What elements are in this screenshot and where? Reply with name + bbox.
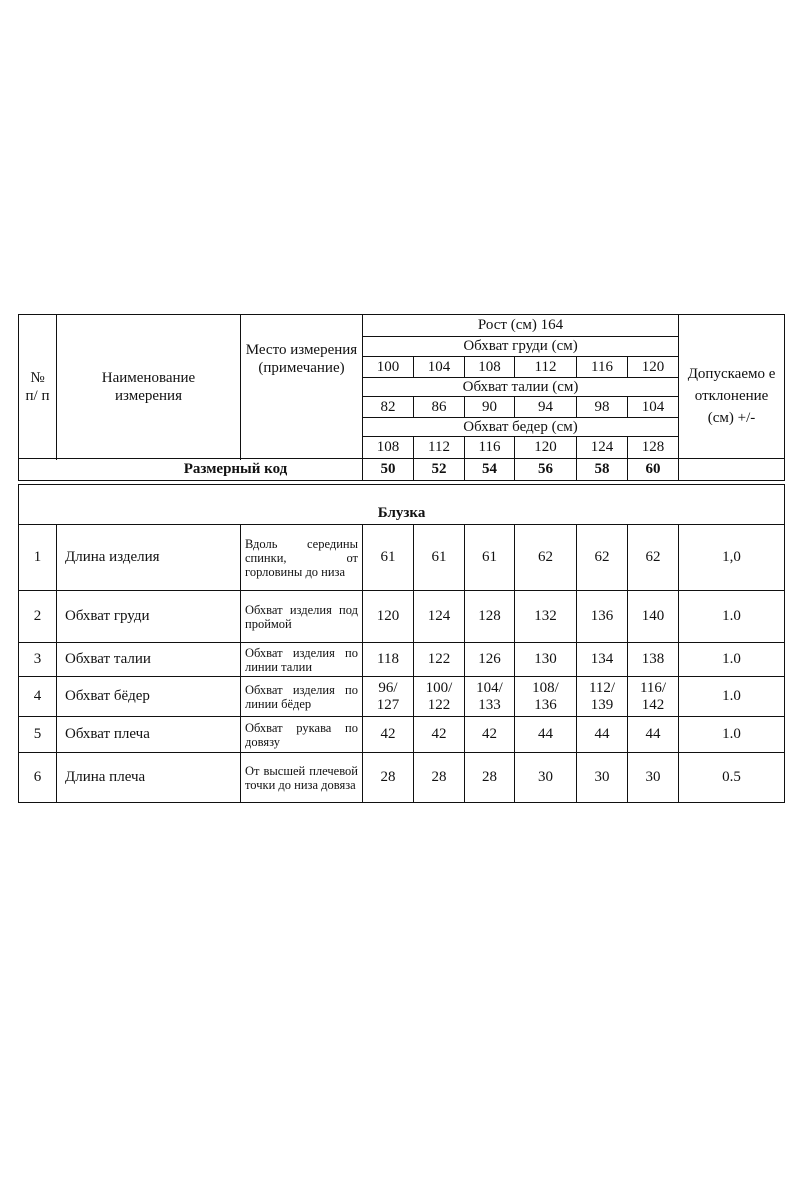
row-value: 126 (465, 643, 515, 677)
row-value: 130 (515, 643, 577, 677)
row-name: Обхват груди (57, 591, 241, 643)
chest-value: 112 (515, 357, 577, 378)
size-code-value: 58 (577, 459, 628, 481)
size-code-empty (679, 459, 785, 481)
header-place-label: Место измерения (примечание) (245, 342, 358, 376)
tolerance-label: Допускаемо е отклонение (см) +/- (687, 365, 776, 426)
hips-value: 112 (414, 437, 465, 459)
row-value: 108/ 136 (515, 677, 577, 717)
row-value: 116/ 142 (628, 677, 679, 717)
row-value: 42 (414, 717, 465, 753)
row-tolerance: 1.0 (679, 591, 785, 643)
row-value: 61 (363, 525, 414, 591)
section-title-cell (19, 485, 785, 525)
chest-value: 116 (577, 357, 628, 378)
row-value: 28 (465, 753, 515, 803)
hips-value: 120 (515, 437, 577, 459)
row-note: От высшей плечевой точки до низа довяза (241, 753, 363, 803)
size-chart-table (18, 314, 785, 803)
waist-value: 90 (465, 397, 515, 418)
row-tolerance: 1.0 (679, 677, 785, 717)
chest-label-cell (363, 337, 679, 357)
row-value: 104/ 133 (465, 677, 515, 717)
row-value: 138 (628, 643, 679, 677)
row-value: 118 (363, 643, 414, 677)
row-value: 136 (577, 591, 628, 643)
header-num-cell (19, 315, 57, 459)
row-value: 122 (414, 643, 465, 677)
hips-value: 128 (628, 437, 679, 459)
table-row (19, 643, 785, 677)
hips-value: 108 (363, 437, 414, 459)
row-value: 61 (414, 525, 465, 591)
size-code-value: 54 (465, 459, 515, 481)
row-tolerance: 1.0 (679, 643, 785, 677)
row-note: Вдоль середины спинки, от горловины до низа (241, 525, 363, 591)
row-value: 62 (628, 525, 679, 591)
chest-value: 100 (363, 357, 414, 378)
waist-value: 94 (515, 397, 577, 418)
size-code-label-cell (19, 459, 363, 481)
table-row (19, 591, 785, 643)
section-title: Блузка (377, 505, 426, 521)
row-tolerance: 1.0 (679, 717, 785, 753)
row-value: 44 (577, 717, 628, 753)
row-name: Длина плеча (57, 753, 241, 803)
row-value: 134 (577, 643, 628, 677)
waist-label: Обхват талии (см) (462, 378, 579, 395)
chest-value: 120 (628, 357, 679, 378)
row-value: 62 (577, 525, 628, 591)
size-code-value: 52 (414, 459, 465, 481)
row-name: Обхват талии (57, 643, 241, 677)
row-num: 6 (19, 753, 57, 803)
row-name: Обхват плеча (57, 717, 241, 753)
row-value: 30 (577, 753, 628, 803)
row-value: 100/ 122 (414, 677, 465, 717)
row-value: 62 (515, 525, 577, 591)
chest-label: Обхват груди (см) (463, 338, 578, 354)
size-chart-document (18, 314, 784, 803)
row-value: 112/ 139 (577, 677, 628, 717)
row-value: 30 (628, 753, 679, 803)
row-value: 140 (628, 591, 679, 643)
header-place-cell (241, 315, 363, 459)
height-label: Рост (см) 164 (477, 317, 564, 333)
row-num: 4 (19, 677, 57, 717)
size-code-value: 60 (628, 459, 679, 481)
row-num: 1 (19, 525, 57, 591)
header-name-label: Наименование измерения (101, 369, 196, 404)
row-tolerance: 1,0 (679, 525, 785, 591)
header-name-cell (57, 315, 241, 459)
row-name: Длина изделия (57, 525, 241, 591)
hips-label-cell (363, 418, 679, 437)
hips-label: Обхват бедер (см) (463, 418, 578, 435)
size-code-value: 56 (515, 459, 577, 481)
size-code-value: 50 (363, 459, 414, 481)
row-value: 61 (465, 525, 515, 591)
row-value: 44 (628, 717, 679, 753)
row-value: 42 (363, 717, 414, 753)
table-row (19, 677, 785, 717)
height-label-cell (363, 315, 679, 337)
size-code-label: Размерный код (183, 461, 288, 477)
waist-value: 82 (363, 397, 414, 418)
table-row (19, 753, 785, 803)
row-value: 28 (363, 753, 414, 803)
row-value: 120 (363, 591, 414, 643)
row-note: Обхват рукава по довязу (241, 717, 363, 753)
waist-value: 98 (577, 397, 628, 418)
row-note: Обхват изделия по линии талии (241, 643, 363, 677)
row-note: Обхват изделия по линии бёдер (241, 677, 363, 717)
row-value: 44 (515, 717, 577, 753)
row-value: 128 (465, 591, 515, 643)
row-value: 124 (414, 591, 465, 643)
header-num-label: № п/ п (25, 369, 50, 404)
row-tolerance: 0.5 (679, 753, 785, 803)
chest-value: 104 (414, 357, 465, 378)
row-note: Обхват изделия под проймой (241, 591, 363, 643)
tolerance-header-cell (679, 315, 785, 459)
hips-value: 124 (577, 437, 628, 459)
chest-value: 108 (465, 357, 515, 378)
row-value: 96/ 127 (363, 677, 414, 717)
waist-value: 104 (628, 397, 679, 418)
row-value: 28 (414, 753, 465, 803)
waist-value: 86 (414, 397, 465, 418)
hips-value: 116 (465, 437, 515, 459)
table-row (19, 717, 785, 753)
row-value: 30 (515, 753, 577, 803)
waist-label-cell (363, 378, 679, 397)
row-value: 42 (465, 717, 515, 753)
row-name: Обхват бёдер (57, 677, 241, 717)
row-num: 5 (19, 717, 57, 753)
row-value: 132 (515, 591, 577, 643)
table-row (19, 525, 785, 591)
row-num: 2 (19, 591, 57, 643)
row-num: 3 (19, 643, 57, 677)
